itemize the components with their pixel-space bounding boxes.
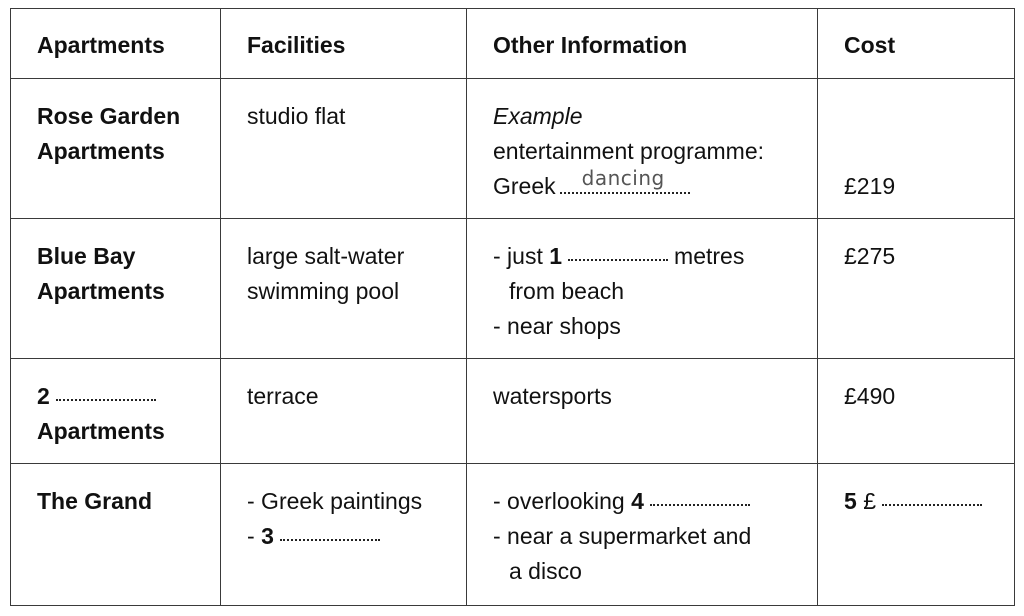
apartment-name: Blue Bay [37, 243, 136, 269]
table-row [11, 464, 1015, 606]
answer-blank-4[interactable] [650, 503, 750, 506]
other-info-line: a disco [509, 558, 582, 584]
other-info-line: - near shops [493, 313, 621, 339]
cost-line-with-blank [844, 484, 1014, 519]
facilities-cell [221, 79, 467, 219]
question-number: 3 [261, 523, 274, 549]
apartment-name: Rose Garden [37, 103, 181, 129]
question-number: 5 [844, 488, 857, 514]
apartment-name-cell [11, 219, 221, 359]
facility-text: large salt-water [247, 243, 405, 269]
answer-blank-3[interactable] [280, 538, 380, 541]
apartment-name-suffix: Apartments [37, 138, 165, 164]
example-answer: dancing [581, 166, 665, 190]
apartment-name: The Grand [37, 488, 153, 514]
facility-line-with-blank [247, 519, 466, 554]
table-row [11, 219, 1015, 359]
question-number: 1 [549, 243, 563, 269]
header-facilities: Facilities [221, 9, 467, 79]
answer-blank-5[interactable] [882, 503, 982, 506]
cost-cell [818, 219, 1015, 359]
other-info-line-with-blank [493, 239, 817, 274]
header-row [11, 9, 1015, 79]
cost-cell [818, 464, 1015, 606]
other-info-line: entertainment programme: [493, 138, 765, 164]
cost-value: £275 [844, 243, 896, 269]
facility-text: terrace [247, 383, 319, 409]
cost-value: £490 [844, 383, 896, 409]
other-info-line: - near a supermarket and [493, 523, 752, 549]
other-info-line-with-answer [493, 166, 817, 204]
answer-blank-2[interactable] [56, 398, 156, 401]
facility-text: - [247, 523, 255, 549]
currency-symbol: £ [863, 488, 876, 514]
example-label: Example [493, 103, 583, 129]
other-info-line: from beach [509, 278, 625, 304]
other-info-line-with-blank [493, 484, 817, 519]
cost-cell [818, 79, 1015, 219]
other-info-text: Greek [493, 173, 556, 199]
other-info-cell [467, 219, 818, 359]
apartment-name-cell [11, 359, 221, 464]
header-cost: Cost [818, 9, 1015, 79]
other-info-text: - overlooking [493, 488, 625, 514]
header-apartments: Apartments [11, 9, 221, 79]
apartment-name-suffix: Apartments [37, 418, 165, 444]
apartment-name-suffix: Apartments [37, 278, 165, 304]
other-info-cell [467, 359, 818, 464]
facilities-cell [221, 359, 467, 464]
other-info-text: metres [674, 243, 745, 269]
facilities-cell [221, 219, 467, 359]
facility-text: studio flat [247, 103, 346, 129]
apartment-name-cell [11, 464, 221, 606]
other-info-text: - just [493, 243, 543, 269]
other-info-cell [467, 464, 818, 606]
example-answer-blank [560, 166, 690, 194]
facilities-cell [221, 464, 467, 606]
accommodation-table [10, 8, 1015, 606]
facility-text: - Greek paintings [247, 488, 423, 514]
cost-cell [818, 359, 1015, 464]
facility-text: swimming pool [247, 278, 400, 304]
apartment-name-cell [11, 79, 221, 219]
table-row [11, 79, 1015, 219]
header-other-information: Other Information [467, 9, 818, 79]
table-row [11, 359, 1015, 464]
other-info-cell [467, 79, 818, 219]
cost-value: £219 [844, 173, 896, 199]
apartment-name-with-blank [37, 379, 220, 414]
question-number: 4 [631, 488, 644, 514]
other-info-line: watersports [493, 383, 612, 409]
question-number: 2 [37, 383, 50, 409]
answer-blank-1[interactable] [568, 258, 668, 261]
